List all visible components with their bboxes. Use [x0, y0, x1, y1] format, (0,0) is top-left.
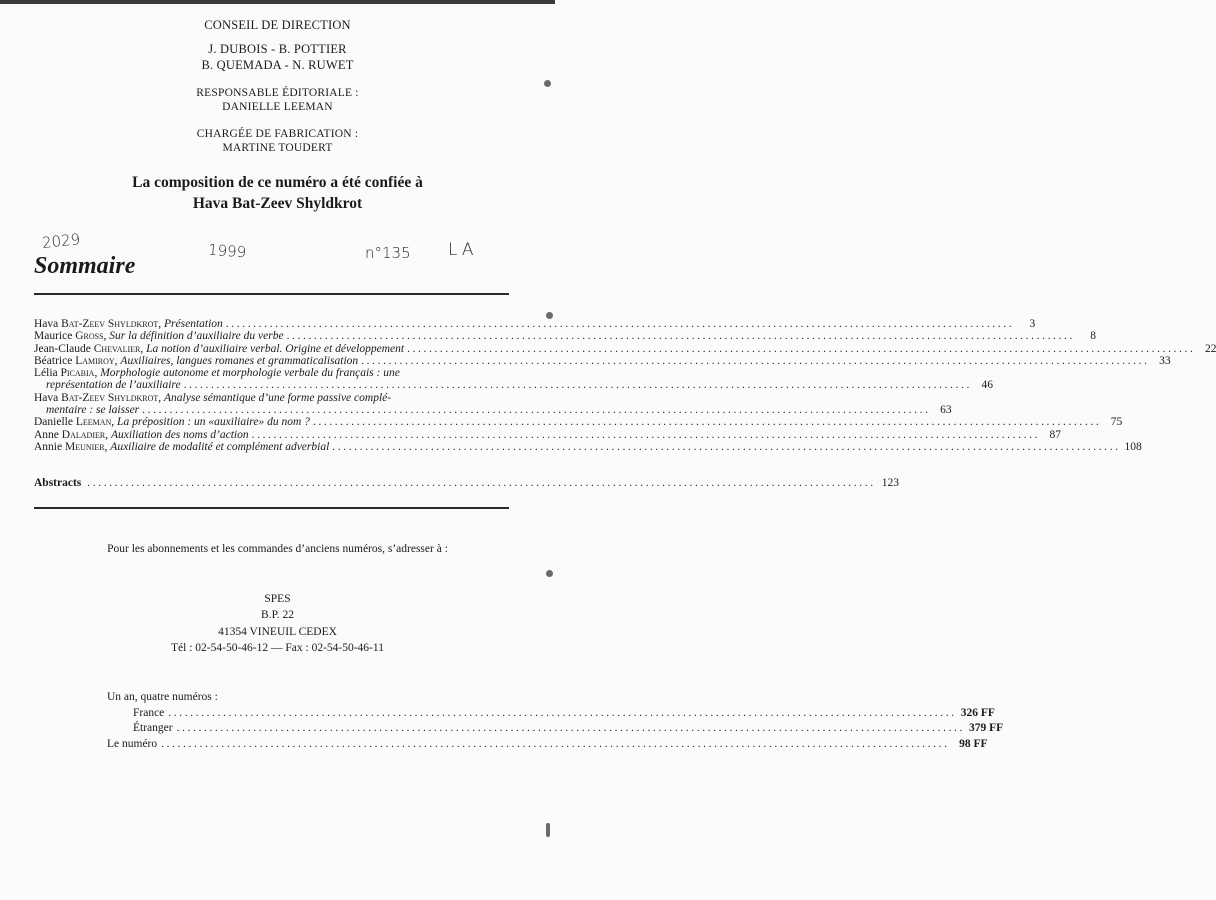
toc-separator: ,	[104, 440, 111, 453]
divider-bottom	[34, 507, 509, 509]
responsable-name: DANIELLE LEEMAN	[222, 101, 333, 113]
toc-page: 75	[1110, 416, 1123, 429]
composition-line-1: La composition de ce numéro a été confiée à	[132, 174, 423, 191]
handwritten-note: n°135	[365, 244, 411, 262]
price-row-france	[107, 706, 995, 722]
sommaire-title: Sommaire	[34, 253, 136, 279]
toc-title: Présentation	[164, 318, 223, 330]
toc-author-first: Lélia	[34, 367, 61, 380]
toc-author-first: Hava	[34, 318, 62, 330]
toc-page: 3	[1029, 318, 1036, 330]
toc-separator: ,	[158, 391, 165, 404]
toc-separator: ,	[140, 342, 147, 355]
toc-author-last: Chevalier	[93, 342, 141, 355]
fabrication-name: MARTINE TOUDERT	[222, 142, 333, 154]
dot-leader: ................................................................................................................................................	[225, 318, 1015, 330]
toc-page: 63	[940, 404, 952, 417]
toc-author-first: Danielle	[34, 416, 76, 429]
toc-author-last: Daladier	[61, 428, 106, 441]
publisher-phone: Tél : 02-54-50-46-12 — Fax : 02-54-50-46-11	[171, 642, 384, 654]
toc-separator: ,	[114, 354, 121, 367]
toc-page: 87	[1049, 428, 1062, 441]
fabrication-title: CHARGÉE DE FABRICATION :	[196, 128, 359, 140]
price-label: Le numéro	[107, 737, 158, 750]
dot-leader: ................................................................................................................................................	[168, 706, 957, 719]
scan-speck	[546, 570, 553, 577]
price-row-numero	[107, 737, 988, 753]
toc-author-last: Picabia	[60, 367, 95, 380]
dot-leader: ................................................................................................................................................	[251, 428, 1041, 441]
toc-row	[34, 354, 1171, 367]
toc-row	[34, 342, 1216, 355]
dot-leader: ................................................................................................................................................	[142, 404, 931, 417]
toc-separator: ,	[111, 416, 118, 429]
abstracts-label: Abstracts	[34, 477, 82, 489]
conseil-title: CONSEIL DE DIRECTION	[204, 18, 351, 32]
price-value: 379 FF	[969, 722, 1004, 735]
toc-page: 22	[1204, 342, 1216, 355]
conseil-line-1: J. DUBOIS - B. POTTIER	[208, 42, 347, 56]
composition-line-2: Hava Bat-Zeev Shyldkrot	[192, 195, 363, 212]
pricing-block	[107, 690, 1004, 752]
toc-row-continuation	[34, 404, 952, 417]
price-label: France	[133, 706, 165, 719]
toc-author-first: Béatrice	[34, 354, 76, 367]
dot-leader: ................................................................................................................................................	[361, 354, 1150, 367]
price-label: Étranger	[133, 722, 173, 735]
conseil-line-2: B. QUEMADA - N. RUWET	[201, 58, 354, 72]
toc-title: Auxiliaires, langues romanes et grammaticalisation	[120, 354, 359, 367]
toc-author-last: Lamiroy	[75, 354, 115, 367]
toc-page: 8	[1090, 330, 1096, 343]
toc-author-last: Bat-Zeev Shyldkrot	[61, 318, 159, 330]
toc-entry-text	[34, 330, 284, 342]
toc-row	[34, 440, 1142, 453]
handwritten-note: 2029	[41, 230, 82, 252]
divider-top	[34, 293, 509, 295]
toc-entry-text	[34, 416, 310, 428]
toc-author-first: Jean-Claude	[34, 342, 94, 355]
toc-row	[34, 367, 509, 379]
toc-author-first: Hava	[34, 391, 62, 404]
toc-title: Sur la définition d’auxiliaire du verbe	[109, 330, 284, 343]
handwritten-note: LA	[448, 240, 478, 260]
toc-title: Morphologie autonome et morphologie verbale du français : une	[100, 367, 400, 380]
toc-separator: ,	[158, 318, 165, 330]
toc-page: 108	[1124, 440, 1142, 453]
toc-title: La préposition : un «auxiliaire» du nom ?	[117, 416, 310, 429]
toc-title-continuation: mentaire : se laisser	[46, 404, 140, 417]
toc-page: 33	[1159, 354, 1171, 367]
toc-entry-text	[34, 441, 329, 453]
toc-title: La notion d’auxiliaire verbal. Origine et développement	[146, 342, 405, 355]
price-value: 98 FF	[959, 737, 988, 750]
toc-row	[34, 318, 1036, 330]
toc-separator: ,	[103, 330, 110, 343]
toc-author-last: Meunier	[64, 440, 105, 453]
toc-separator: ,	[105, 428, 111, 441]
dot-leader: ................................................................................................................................................	[312, 416, 1102, 429]
toc-title: Auxiliaire de modalité et complément adverbial	[110, 440, 330, 453]
top-edge-line	[0, 0, 555, 4]
publisher-box: B.P. 22	[261, 609, 294, 621]
publisher-name: SPES	[264, 593, 291, 605]
subscription-intro: Pour les abonnements et les commandes d’anciens numéros, s’adresser à :	[107, 543, 448, 555]
toc-author-last: Bat-Zeev Shyldkrot	[61, 391, 159, 404]
dot-leader: ................................................................................................................................................	[176, 722, 965, 735]
toc-author-first: Anne	[34, 428, 62, 441]
dot-leader: ................................................................................................................................................	[87, 477, 876, 489]
toc-page: 46	[981, 379, 993, 392]
toc-author-last: Leeman	[75, 416, 112, 429]
toc-entry-text	[34, 429, 249, 441]
responsable-title: RESPONSABLE ÉDITORIALE :	[196, 87, 359, 99]
handwritten-note: 1999	[207, 240, 247, 262]
toc-title: Auxiliation des noms d’action	[110, 428, 249, 441]
toc-entry-text	[34, 392, 391, 404]
price-value: 326 FF	[960, 706, 995, 719]
dot-leader: ................................................................................................................................................	[332, 440, 1121, 453]
toc-entry-text	[34, 343, 404, 355]
toc-row	[34, 392, 509, 404]
dot-leader: ................................................................................................................................................	[183, 379, 972, 392]
pricing-heading: Un an, quatre numéros :	[107, 691, 218, 703]
toc-row	[34, 416, 1123, 429]
toc-title: Analyse sémantique d’une forme passive complé-	[164, 391, 392, 404]
toc-title-continuation: représentation de l’auxiliaire	[46, 379, 181, 392]
abstracts-page: 123	[881, 477, 899, 489]
toc-row	[34, 428, 1062, 441]
table-of-contents	[34, 318, 1216, 453]
publisher-city: 41354 VINEUIL CEDEX	[218, 626, 337, 638]
dot-leader: ................................................................................................................................................	[407, 342, 1196, 355]
scan-speck	[546, 823, 550, 837]
dot-leader: ................................................................................................................................................	[161, 737, 950, 750]
toc-row-continuation	[34, 379, 993, 392]
toc-entry-text	[34, 318, 223, 330]
toc-author-first: Maurice	[34, 330, 76, 343]
toc-entry-text	[34, 355, 358, 367]
toc-author-last: Gross	[75, 330, 104, 343]
toc-entry-text	[34, 367, 400, 379]
toc-separator: ,	[94, 367, 101, 380]
dot-leader: ................................................................................................................................................	[286, 330, 1075, 343]
price-row-etranger	[107, 721, 1004, 737]
toc-author-first: Annie	[34, 440, 65, 453]
abstracts-row	[34, 477, 899, 489]
toc-row	[34, 330, 1096, 343]
